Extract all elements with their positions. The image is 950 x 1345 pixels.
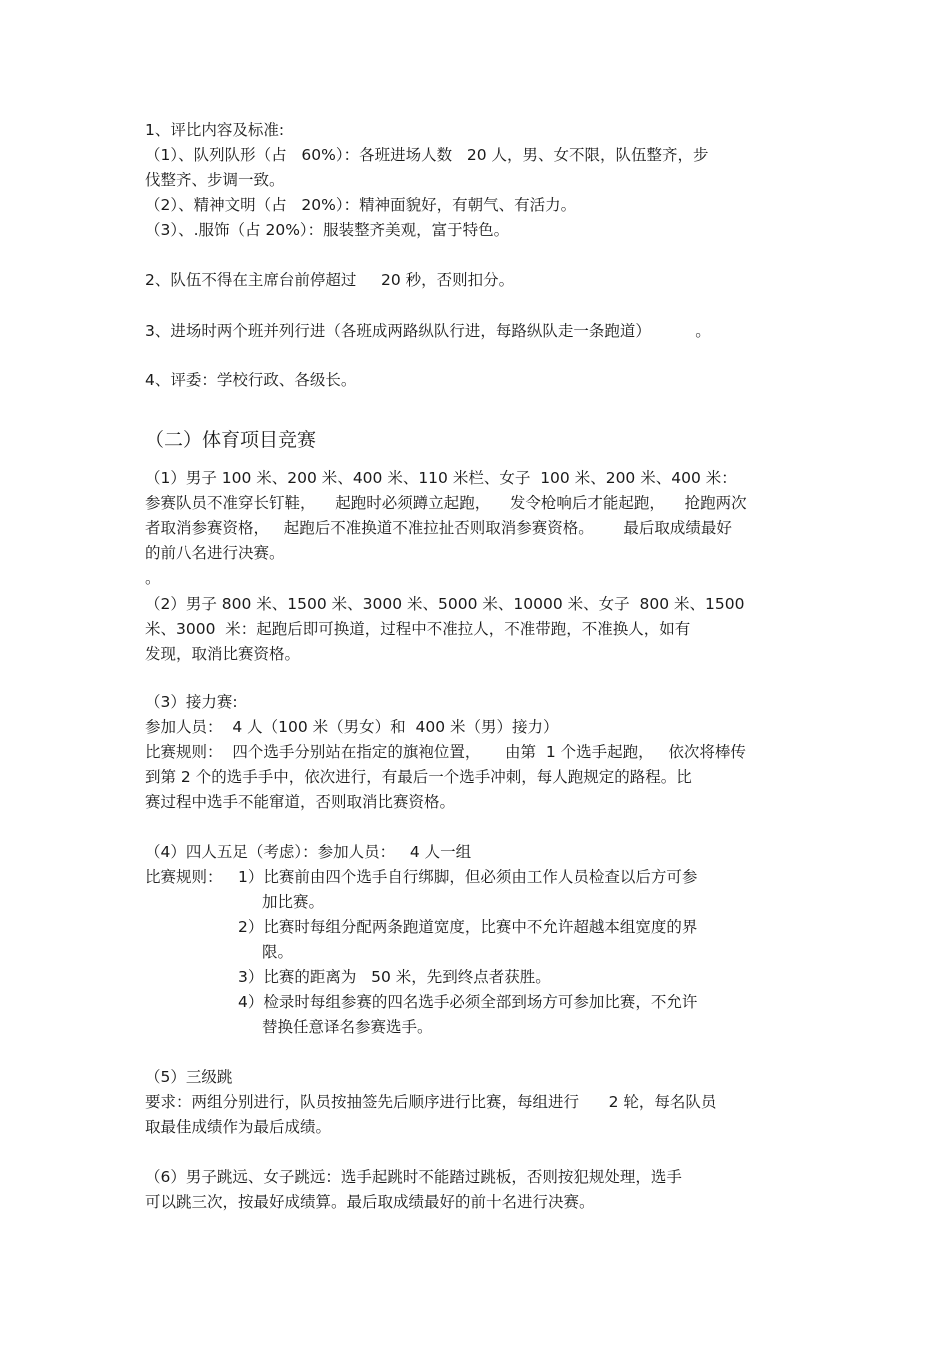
p3-line: 参加人员： 4 人（100 米（男女）和 400 米（男）接力） [145, 718, 559, 736]
item1-b: （2）、精神文明（占 20%）：精神面貌好，有朝气、有活力。 [145, 196, 577, 214]
p4-rule: 2）比赛时每组分配两条跑道宽度，比赛中不允许超越本组宽度的界 [238, 918, 698, 936]
p4-rule: 4）检录时每组参赛的四名选手必须全部到场方可参加比赛，不允许 [238, 993, 698, 1011]
item4: 4、评委：学校行政、各级长。 [145, 371, 357, 389]
p3-line: 比赛规则： 四个选手分别站在指定的旗袍位置， 由第 1 个选手起跑， 依次将棒传 [145, 743, 746, 761]
p4-rule: 1）比赛前由四个选手自行绑脚，但必须由工作人员检查以后方可参 [238, 868, 698, 886]
item1-a-line2: 伐整齐、步调一致。 [145, 171, 285, 189]
p6-line: 可以跳三次，按最好成绩算。最后取成绩最好的前十名进行决赛。 [145, 1193, 595, 1211]
p4-rule: 3）比赛的距离为 50 米，先到终点者获胜。 [238, 968, 551, 986]
p2-line: （2）男子 800 米、1500 米、3000 米、5000 米、10000 米、女子 800 米、1500 [145, 595, 745, 613]
p4-rules-label: 比赛规则： [145, 868, 223, 886]
p5-line: 取最佳成绩作为最后成绩。 [145, 1118, 332, 1136]
p1-line: 。 [145, 569, 161, 587]
item1-c: （3）、.服饰（占 20%）：服装整齐美观，富于特色。 [145, 221, 510, 239]
p2-line: 发现，取消比赛资格。 [145, 645, 301, 663]
item1-title: 1、评比内容及标准: [145, 121, 285, 139]
p5-line: 要求：两组分别进行，队员按抽签先后顺序进行比赛，每组进行 2 轮，每名队员 [145, 1093, 717, 1111]
item1-a-line1: （1）、队列队形（占 60%）：各班进场人数 20 人，男、女不限，队伍整齐，步 [145, 146, 709, 164]
p4-rule: 替换任意译名参赛选手。 [262, 1018, 433, 1036]
p5-line: （5）三级跳 [145, 1068, 233, 1086]
p2-line: 米、3000 米：起跑后即可换道，过程中不准拉人，不准带跑，不准换人，如有 [145, 620, 691, 638]
p3-line: （3）接力赛: [145, 693, 238, 711]
p3-line: 到第 2 个的选手手中，依次进行，有最后一个选手冲刺，每人跑规定的路程。比 [145, 768, 692, 786]
p4-rule: 加比赛。 [262, 893, 325, 911]
p4-title: （4）四人五足（考虑）：参加人员： 4 人一组 [145, 843, 472, 861]
p3-line: 赛过程中选手不能窜道，否则取消比赛资格。 [145, 793, 456, 811]
p1-line: 参赛队员不准穿长钉鞋， 起跑时必须蹲立起跑， 发令枪响后才能起跑， 抢跑两次 [145, 494, 747, 512]
p4-rule: 限。 [262, 943, 294, 961]
p1-line: （1）男子 100 米、200 米、400 米、110 米栏、女子 100 米、200 米、400 米： [145, 469, 737, 487]
section-heading: （二）体育项目竞赛 [145, 429, 317, 451]
p6-line: （6）男子跳远、女子跳远：选手起跳时不能踏过跳板，否则按犯规处理，选手 [145, 1168, 682, 1186]
p1-line: 者取消参赛资格， 起跑后不准换道不准拉扯否则取消参赛资格。 最后取成绩最好 [145, 519, 732, 537]
item3: 3、进场时两个班并列行进（各班成两路纵队行进，每路纵队走一条跑道） 。 [145, 322, 711, 340]
item2: 2、队伍不得在主席台前停超过 20 秒，否则扣分。 [145, 271, 515, 289]
p1-line: 的前八名进行决赛。 [145, 544, 285, 562]
